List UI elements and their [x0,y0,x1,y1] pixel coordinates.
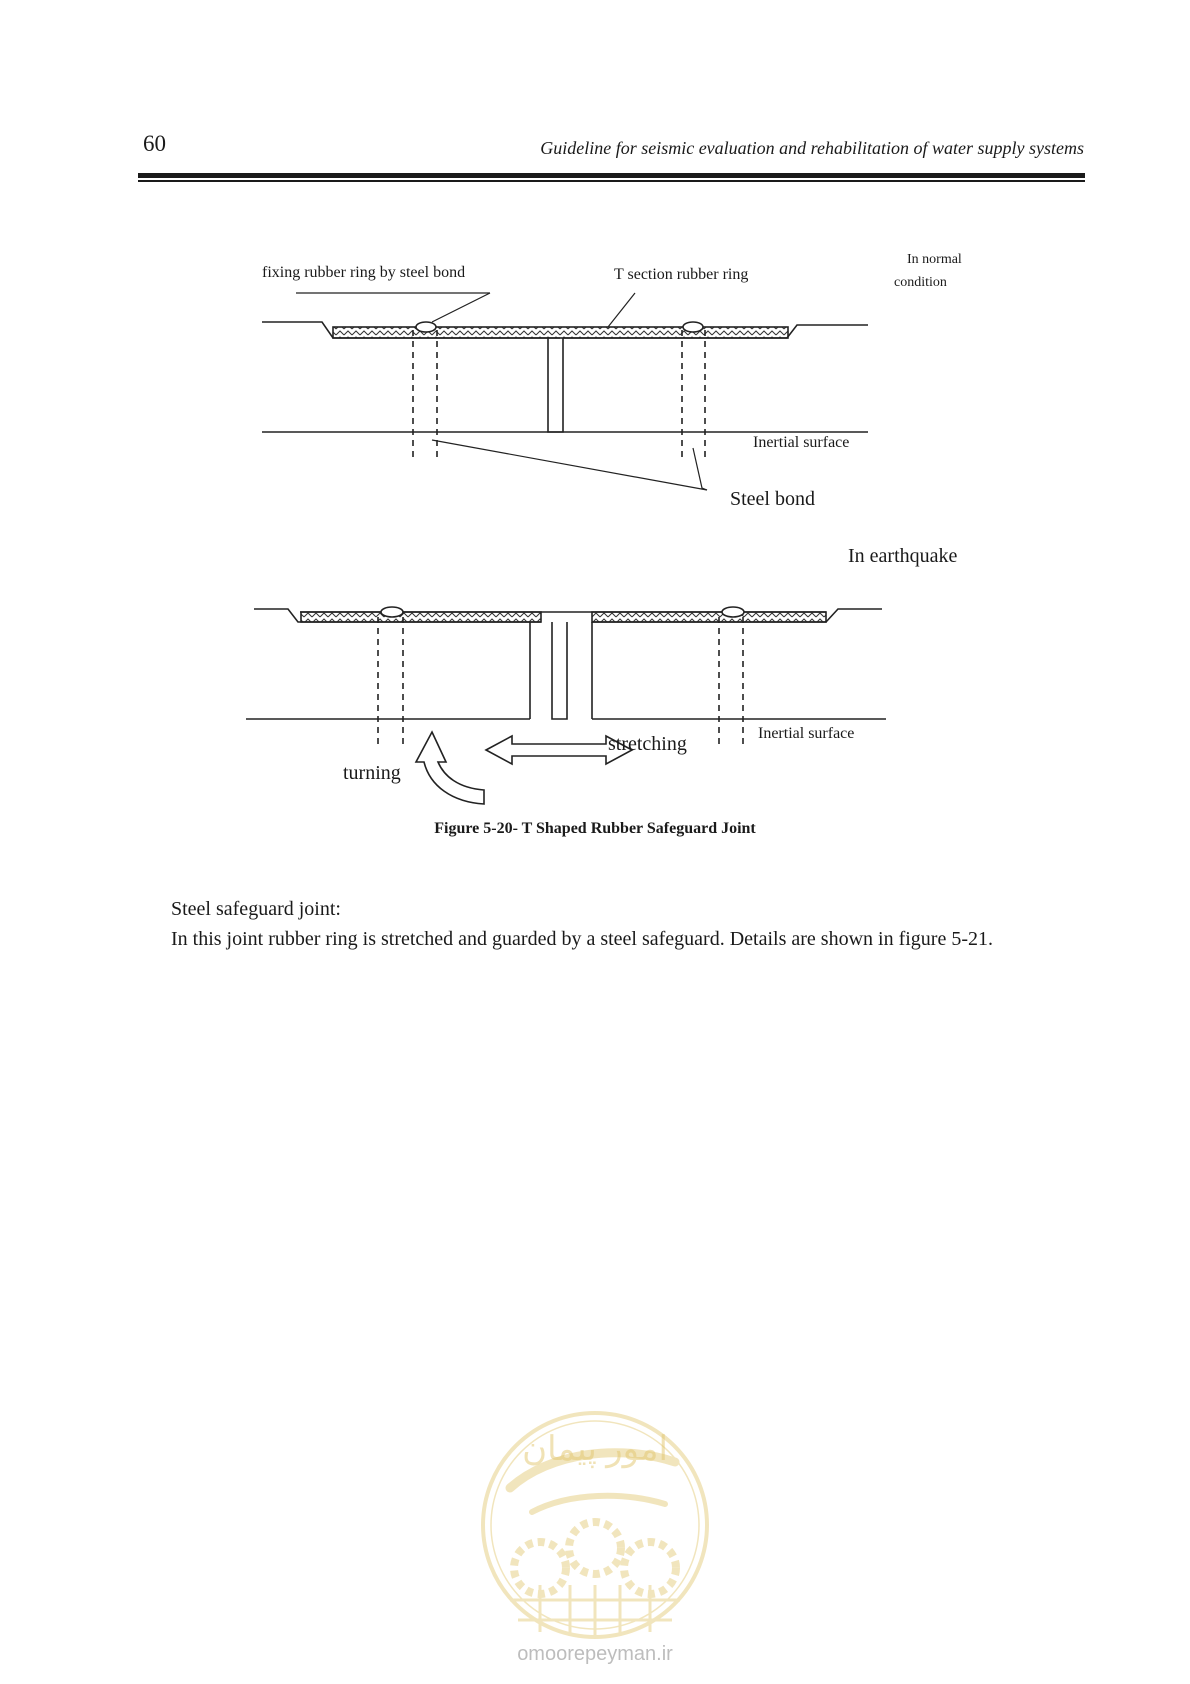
running-title: Guideline for seismic evaluation and rehabilitation of water supply systems [540,138,1084,158]
leader-fixing [432,293,490,322]
figure-caption: Figure 5-20- T Shaped Rubber Safeguard Joint [434,820,756,837]
rubber-ring-band-left [301,612,541,622]
page-number: 60 [143,131,166,156]
label-normal-condition-1: In normal [907,252,962,267]
label-in-earthquake: In earthquake [848,545,958,567]
section-heading: Steel safeguard joint: [171,898,341,920]
t-stem [548,338,563,432]
watermark-logo-text: امور پیمان [522,1430,668,1468]
watermark-logo [470,1400,720,1670]
bolt-head-right [722,607,744,617]
label-turning: turning [343,762,401,784]
label-inertial-surface-bottom: Inertial surface [758,725,855,742]
bolt-head-left [381,607,403,617]
label-inertial-surface-top: Inertial surface [753,434,850,451]
label-fixing-rubber-ring: fixing rubber ring by steel bond [262,264,466,281]
label-t-section-rubber-ring: T section rubber ring [614,266,749,283]
body-paragraph: In this joint rubber ring is stretched and guarded by a steel safeguard. Details are shown in figure 5-21. [171,928,993,950]
watermark-url: omoorepeyman.ir [517,1643,673,1665]
joint-diagram [0,0,1190,820]
label-normal-condition-2: condition [894,275,947,290]
leader-t-section [608,293,635,327]
turning-arrow-icon [416,732,484,804]
rubber-ring-band-right [592,612,826,622]
label-steel-bond: Steel bond [730,488,815,510]
earthquake-diagram [246,607,886,804]
rubber-ring-band [333,327,788,338]
bolt-head-right [683,322,703,332]
leader-steel-bond-1 [432,440,707,490]
bolt-head-left [416,322,436,332]
normal-condition-diagram [262,293,868,490]
t-stem [552,622,567,719]
label-stretching: stretching [608,733,687,755]
